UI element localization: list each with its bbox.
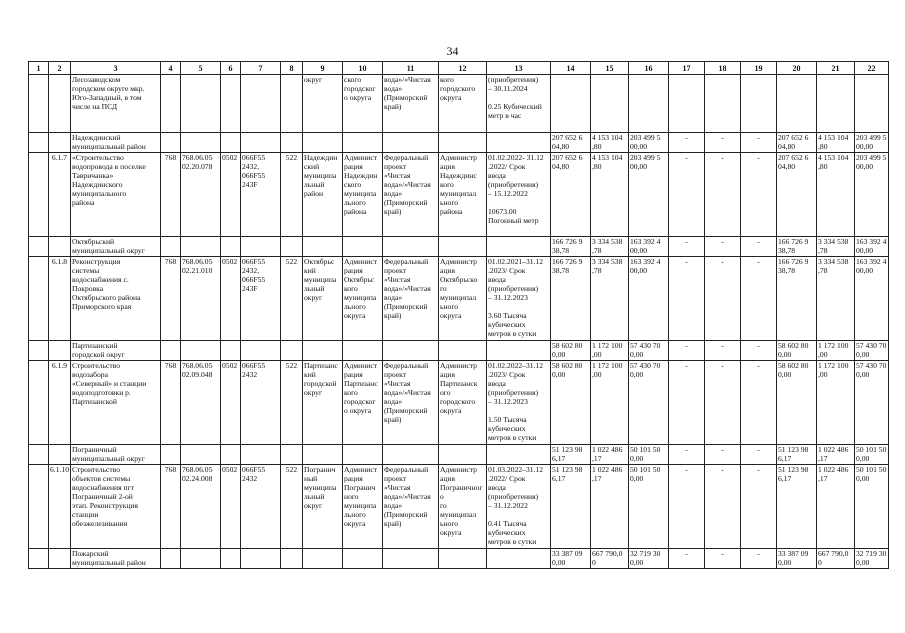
cell-col-1 (29, 549, 49, 569)
cell-col-2: 6.1.10 (49, 465, 71, 549)
cell-col-3: Пограничный муниципальный округ (71, 445, 161, 465)
cell-col-18: - (705, 237, 741, 257)
cell-col-6: 0502 (221, 465, 241, 549)
cell-col-4 (161, 341, 181, 361)
cell-col-10: Админист рация Надеждин ского муниципа льного района (343, 153, 383, 237)
cell-col-16: 203 499 5 00,00 (629, 133, 669, 153)
cell-col-6 (221, 445, 241, 465)
cell-col-11: Федеральный проект «Чистая вода»/«Чистая вода» (Приморский край) (383, 465, 439, 549)
cell-col-13 (487, 445, 551, 465)
cell-col-12: Администр ация Пограничного го муниципал ьного округа (439, 465, 487, 549)
cell-col-12: Администр ация Октябрьско го муниципал ьного округа (439, 257, 487, 341)
cell-col-7 (241, 341, 281, 361)
cell-col-9 (303, 445, 343, 465)
cell-col-15: 3 334 538 ,78 (591, 257, 629, 341)
cell-col-10: ского городског о округа (343, 75, 383, 133)
cell-col-5: 768.06.05 02.24.008 (181, 465, 221, 549)
cell-col-7 (241, 133, 281, 153)
cell-col-11: Федеральный проект «Чистая вода»/«Чистая вода» (Приморский край) (383, 257, 439, 341)
column-header: 20 (777, 62, 817, 75)
cell-col-5 (181, 445, 221, 465)
cell-col-5 (181, 549, 221, 569)
cell-col-22: 57 430 70 0,00 (855, 361, 889, 445)
cell-col-8: 522 (281, 153, 303, 237)
cell-col-17 (669, 75, 705, 133)
cell-col-6: 0502 (221, 153, 241, 237)
subtotal-row (29, 237, 889, 257)
cell-col-1 (29, 445, 49, 465)
table-row (29, 75, 889, 133)
cell-col-2: 6.1.7 (49, 153, 71, 237)
cell-col-3: Строительство водозабора «Северный» и станции водоподготовки р. Партизанской (71, 361, 161, 445)
table-row (29, 361, 889, 445)
column-header: 3 (71, 62, 161, 75)
cell-col-18: - (705, 341, 741, 361)
cell-col-15: 4 153 104 ,80 (591, 153, 629, 237)
cell-col-20: 33 387 09 0,00 (777, 549, 817, 569)
cell-col-7 (241, 75, 281, 133)
cell-col-16: 163 392 4 00,00 (629, 257, 669, 341)
cell-col-20: 51 123 98 6,17 (777, 445, 817, 465)
cell-col-8 (281, 75, 303, 133)
cell-col-19: - (741, 257, 777, 341)
cell-col-15: 1 172 100 ,00 (591, 341, 629, 361)
cell-col-22: 32 719 30 0,00 (855, 549, 889, 569)
cell-col-4: 768 (161, 361, 181, 445)
cell-col-8 (281, 445, 303, 465)
column-header: 1 (29, 62, 49, 75)
cell-col-15: 1 022 486 ,17 (591, 465, 629, 549)
cell-col-10: Админист рация Погранич ного муниципа льного округа (343, 465, 383, 549)
cell-col-21: 1 022 486 ,17 (817, 465, 855, 549)
cell-col-1 (29, 237, 49, 257)
cell-col-11 (383, 133, 439, 153)
column-header: 2 (49, 62, 71, 75)
cell-col-5: 768.06.05 02.20.078 (181, 153, 221, 237)
cell-col-9 (303, 237, 343, 257)
cell-col-5 (181, 237, 221, 257)
cell-col-20 (777, 75, 817, 133)
cell-col-14: 207 652 6 04,80 (551, 133, 591, 153)
cell-col-15: 3 334 538 ,78 (591, 237, 629, 257)
cell-col-12 (439, 237, 487, 257)
cell-col-17: - (669, 237, 705, 257)
cell-col-22: 50 101 50 0,00 (855, 465, 889, 549)
column-header: 15 (591, 62, 629, 75)
cell-col-19: - (741, 465, 777, 549)
cell-col-21: 1 022 486 ,17 (817, 445, 855, 465)
column-header: 19 (741, 62, 777, 75)
cell-col-13 (487, 549, 551, 569)
cell-col-16: 163 392 4 00,00 (629, 237, 669, 257)
cell-col-21 (817, 75, 855, 133)
cell-col-19: - (741, 237, 777, 257)
cell-col-18: - (705, 361, 741, 445)
cell-col-6 (221, 237, 241, 257)
cell-col-3: Строительство объектов системы водоснабжения пгт Пограничный 2-ой этап. Реконструкция станции обезжелезивания (71, 465, 161, 549)
header-row (29, 62, 889, 75)
cell-col-13 (487, 237, 551, 257)
cell-col-14: 58 602 80 0,00 (551, 341, 591, 361)
cell-col-4: 768 (161, 153, 181, 237)
cell-col-15: 1 022 486 ,17 (591, 445, 629, 465)
cell-col-20: 58 602 80 0,00 (777, 361, 817, 445)
budget-table (28, 61, 889, 569)
cell-col-8 (281, 237, 303, 257)
cell-col-7 (241, 445, 281, 465)
cell-col-7: 066F55 2432 (241, 361, 281, 445)
cell-col-10 (343, 237, 383, 257)
cell-col-21: 4 153 104 ,80 (817, 133, 855, 153)
cell-col-21: 667 790,0 0 (817, 549, 855, 569)
cell-col-4: 768 (161, 257, 181, 341)
column-header: 4 (161, 62, 181, 75)
cell-col-12 (439, 341, 487, 361)
cell-col-15: 667 790,0 0 (591, 549, 629, 569)
cell-col-22: 203 499 5 00,00 (855, 133, 889, 153)
cell-col-5: 768.06.05 02.09.048 (181, 361, 221, 445)
column-header: 6 (221, 62, 241, 75)
cell-col-17: - (669, 153, 705, 237)
cell-col-4 (161, 133, 181, 153)
cell-col-10 (343, 341, 383, 361)
cell-col-17: - (669, 465, 705, 549)
cell-col-15: 1 172 100 ,00 (591, 361, 629, 445)
cell-col-11 (383, 445, 439, 465)
cell-col-3: Партизанский городской округ (71, 341, 161, 361)
cell-col-3: «Строительство водопровода в поселке Тавричанка» Надеждинского муниципального района (71, 153, 161, 237)
cell-col-8: 522 (281, 257, 303, 341)
cell-col-2: 6.1.9 (49, 361, 71, 445)
cell-col-22 (855, 75, 889, 133)
cell-col-6 (221, 549, 241, 569)
cell-col-2: 6.1.8 (49, 257, 71, 341)
cell-col-12: Администр ация Надеждинс кого муниципал ьного района (439, 153, 487, 237)
cell-col-17: - (669, 549, 705, 569)
column-header: 10 (343, 62, 383, 75)
cell-col-10: Админист рация Партизанс кого городског о округа (343, 361, 383, 445)
cell-col-20: 166 726 9 38,78 (777, 237, 817, 257)
column-header: 13 (487, 62, 551, 75)
cell-col-17: - (669, 361, 705, 445)
cell-col-13: 01.02.2022–31.12 .2023/ Срок ввода (приобретения) – 31.12.2023 1.50 Тысяча кубических метров в сутки (487, 361, 551, 445)
cell-col-6 (221, 133, 241, 153)
cell-col-2 (49, 237, 71, 257)
cell-col-16: 50 101 50 0,00 (629, 465, 669, 549)
cell-col-10 (343, 445, 383, 465)
cell-col-13 (487, 133, 551, 153)
cell-col-12 (439, 133, 487, 153)
cell-col-14: 51 123 98 6,17 (551, 465, 591, 549)
cell-col-11 (383, 237, 439, 257)
column-header: 17 (669, 62, 705, 75)
cell-col-19: - (741, 445, 777, 465)
cell-col-13: 01.02.2022- 31.12 .2022/ Срок ввода (приобретения) – 15.12.2022 10673.00 Погонный метр (487, 153, 551, 237)
cell-col-4 (161, 549, 181, 569)
column-header: 9 (303, 62, 343, 75)
cell-col-17: - (669, 133, 705, 153)
cell-col-12 (439, 549, 487, 569)
cell-col-10 (343, 133, 383, 153)
cell-col-18: - (705, 153, 741, 237)
cell-col-1 (29, 465, 49, 549)
cell-col-16: 57 430 70 0,00 (629, 361, 669, 445)
cell-col-11 (383, 549, 439, 569)
cell-col-13 (487, 341, 551, 361)
cell-col-19: - (741, 133, 777, 153)
column-header: 18 (705, 62, 741, 75)
cell-col-21: 1 172 100 ,00 (817, 361, 855, 445)
cell-col-20: 51 123 98 6,17 (777, 465, 817, 549)
cell-col-7 (241, 237, 281, 257)
cell-col-3: Надеждинский муниципальный район (71, 133, 161, 153)
cell-col-9: Надеждин ский муниципа льный район (303, 153, 343, 237)
cell-col-3: Лесозаводском городском округе мкр. Юго-Западный, в том числе на ПСД (71, 75, 161, 133)
cell-col-14: 58 602 80 0,00 (551, 361, 591, 445)
cell-col-6: 0502 (221, 257, 241, 341)
cell-col-5: 768.06.05 02.21.010 (181, 257, 221, 341)
cell-col-12: кого городского округа (439, 75, 487, 133)
cell-col-3: Пожарский муниципальный район (71, 549, 161, 569)
cell-col-2 (49, 341, 71, 361)
cell-col-14: 207 652 6 04,80 (551, 153, 591, 237)
cell-col-2 (49, 549, 71, 569)
cell-col-1 (29, 75, 49, 133)
cell-col-5 (181, 133, 221, 153)
cell-col-9 (303, 341, 343, 361)
cell-col-3: Реконструкция системы водоснабжения с. Покровка Октябрьского района Приморского края (71, 257, 161, 341)
cell-col-22: 163 392 4 00,00 (855, 237, 889, 257)
cell-col-7: 066F55 2432, 066F55 243F (241, 257, 281, 341)
cell-col-6 (221, 341, 241, 361)
cell-col-16 (629, 75, 669, 133)
cell-col-22: 50 101 50 0,00 (855, 445, 889, 465)
cell-col-9: Партизанс кий городской округ (303, 361, 343, 445)
cell-col-1 (29, 361, 49, 445)
cell-col-8: 522 (281, 361, 303, 445)
subtotal-row (29, 445, 889, 465)
cell-col-1 (29, 257, 49, 341)
cell-col-7 (241, 549, 281, 569)
cell-col-15: 4 153 104 ,80 (591, 133, 629, 153)
column-header: 5 (181, 62, 221, 75)
cell-col-20: 207 652 6 04,80 (777, 133, 817, 153)
cell-col-13: 01.03.2022–31.12 .2022/ Срок ввода (приобретения) – 31.12.2022 0.41 Тысяча кубических метров в сутки (487, 465, 551, 549)
cell-col-16: 50 101 50 0,00 (629, 445, 669, 465)
cell-col-10: Админист рация Октябрьс кого муниципа льного округа (343, 257, 383, 341)
cell-col-2 (49, 445, 71, 465)
cell-col-21: 3 334 538 ,78 (817, 257, 855, 341)
column-header: 12 (439, 62, 487, 75)
cell-col-21: 4 153 104 ,80 (817, 153, 855, 237)
cell-col-11 (383, 341, 439, 361)
cell-col-7: 066F55 2432 (241, 465, 281, 549)
cell-col-19: - (741, 153, 777, 237)
table-row (29, 465, 889, 549)
cell-col-18 (705, 75, 741, 133)
cell-col-4 (161, 75, 181, 133)
cell-col-20: 166 726 9 38,78 (777, 257, 817, 341)
cell-col-20: 207 652 6 04,80 (777, 153, 817, 237)
cell-col-1 (29, 153, 49, 237)
cell-col-6: 0502 (221, 361, 241, 445)
cell-col-11: вода»/«Чистая вода» (Приморский край) (383, 75, 439, 133)
cell-col-15 (591, 75, 629, 133)
cell-col-14: 166 726 9 38,78 (551, 257, 591, 341)
cell-col-20: 58 602 80 0,00 (777, 341, 817, 361)
subtotal-row (29, 341, 889, 361)
cell-col-5 (181, 341, 221, 361)
cell-col-11: Федеральный проект «Чистая вода»/«Чистая вода» (Приморский край) (383, 153, 439, 237)
cell-col-8: 522 (281, 465, 303, 549)
cell-col-14 (551, 75, 591, 133)
cell-col-18: - (705, 465, 741, 549)
cell-col-12: Администр ация Партизанск ого городского округа (439, 361, 487, 445)
subtotal-row (29, 549, 889, 569)
cell-col-16: 57 430 70 0,00 (629, 341, 669, 361)
cell-col-13: 01.02.2021–31.12 .2023/ Срок ввода (приобретения) – 31.12.2023 3.60 Тысяча кубических метров в сутки (487, 257, 551, 341)
column-header: 8 (281, 62, 303, 75)
cell-col-16: 32 719 30 0,00 (629, 549, 669, 569)
cell-col-4: 768 (161, 465, 181, 549)
cell-col-17: - (669, 257, 705, 341)
cell-col-22: 57 430 70 0,00 (855, 341, 889, 361)
cell-col-9 (303, 133, 343, 153)
column-header: 11 (383, 62, 439, 75)
cell-col-8 (281, 341, 303, 361)
cell-col-9: Октябрьс кий муниципа льный округ (303, 257, 343, 341)
cell-col-2 (49, 133, 71, 153)
cell-col-19: - (741, 341, 777, 361)
cell-col-4 (161, 237, 181, 257)
cell-col-21: 1 172 100 ,00 (817, 341, 855, 361)
cell-col-13: (приобретения) – 30.11.2024 0.25 Кубический метр в час (487, 75, 551, 133)
column-header: 21 (817, 62, 855, 75)
cell-col-19: - (741, 361, 777, 445)
cell-col-1 (29, 341, 49, 361)
cell-col-21: 3 334 538 ,78 (817, 237, 855, 257)
cell-col-19: - (741, 549, 777, 569)
subtotal-row (29, 133, 889, 153)
cell-col-10 (343, 549, 383, 569)
cell-col-17: - (669, 445, 705, 465)
cell-col-19 (741, 75, 777, 133)
table-row (29, 153, 889, 237)
cell-col-9: округ (303, 75, 343, 133)
cell-col-9: Погранич ный муниципа льный округ (303, 465, 343, 549)
cell-col-17: - (669, 341, 705, 361)
cell-col-9 (303, 549, 343, 569)
cell-col-14: 166 726 9 38,78 (551, 237, 591, 257)
cell-col-16: 203 499 5 00,00 (629, 153, 669, 237)
column-header: 22 (855, 62, 889, 75)
cell-col-2 (49, 75, 71, 133)
cell-col-18: - (705, 549, 741, 569)
cell-col-7: 066F55 2432, 066F55 243F (241, 153, 281, 237)
column-header: 7 (241, 62, 281, 75)
cell-col-1 (29, 133, 49, 153)
cell-col-14: 51 123 98 6,17 (551, 445, 591, 465)
page-number: 34 (446, 44, 459, 58)
cell-col-11: Федеральный проект «Чистая вода»/«Чистая вода» (Приморский край) (383, 361, 439, 445)
cell-col-3: Октябрьский муниципальный округ (71, 237, 161, 257)
cell-col-22: 163 392 4 00,00 (855, 257, 889, 341)
column-header: 16 (629, 62, 669, 75)
cell-col-8 (281, 549, 303, 569)
table-row (29, 257, 889, 341)
cell-col-5 (181, 75, 221, 133)
cell-col-22: 203 499 5 00,00 (855, 153, 889, 237)
cell-col-8 (281, 133, 303, 153)
cell-col-4 (161, 445, 181, 465)
cell-col-18: - (705, 445, 741, 465)
cell-col-18: - (705, 257, 741, 341)
cell-col-6 (221, 75, 241, 133)
cell-col-18: - (705, 133, 741, 153)
cell-col-12 (439, 445, 487, 465)
cell-col-14: 33 387 09 0,00 (551, 549, 591, 569)
column-header: 14 (551, 62, 591, 75)
